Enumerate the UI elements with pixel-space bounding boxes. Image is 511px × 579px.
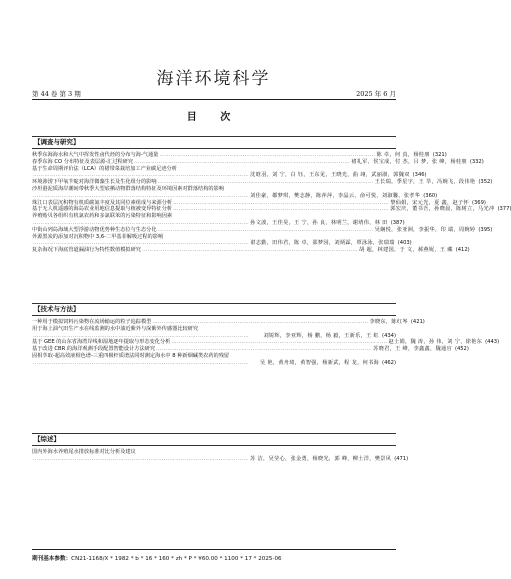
article-title[interactable]: 养殖贻贝各组织有机氯农药和多氯联苯的污染特征和影响因素 xyxy=(32,213,173,220)
article-title[interactable]: 基于生命周期评价法（LCA）的裙带菜栽培加工产业碳足迹分析 xyxy=(32,165,177,172)
toc-entry[interactable] xyxy=(32,165,427,180)
article-authors: 刘锐辉，李亚辉，杨 鹏，杨 毅，王新乐，王 虹 xyxy=(263,332,380,339)
leader-dots: …………………………………………………………………………………………………… xyxy=(173,199,390,206)
article-authors: 苏 洁，吴莹心，张金勇，杨晓光，郭 峰，柳士洋，樊景风 xyxy=(250,455,392,462)
leader-dots: …………………………………………………………………………………………………… xyxy=(171,339,388,346)
header-rule xyxy=(32,99,396,100)
section-heading: 【调查与研究】 xyxy=(32,136,396,149)
leader-dots: …………………………………………………………………………………………………… xyxy=(156,346,373,353)
article-title[interactable]: 珠江口表层沉积物有机质碳氮丰度及其同位素组成与来源分析 xyxy=(32,199,173,206)
article-authors: 吴娴悦，张亚洲，李振华，印 端，周婉婷 xyxy=(374,226,476,233)
leader-dots: …………………………………………………………………………………………………… xyxy=(33,455,250,462)
toc-entry[interactable] xyxy=(32,185,438,200)
page-number: (346) xyxy=(412,172,427,179)
leader-dots: …………………………………………………………………………………………………… xyxy=(33,172,250,179)
article-authors: 郭宏庆，董书吾，孙晓晨，陈树立，马光冲 xyxy=(390,206,495,213)
article-authors: 黎仙娟，宋元光，夏 鑫，赵子怀 xyxy=(390,199,469,206)
page-number: (403) xyxy=(397,240,412,247)
article-authors: 王长瑞，季星宇，王 莘，冯婉飞，段伟艳 xyxy=(374,179,476,186)
article-title[interactable]: 基于无人机遥感的海岛农业用地信息提取与植被变异特征分析 xyxy=(32,206,173,213)
toc-section xyxy=(32,303,500,367)
toc-entry[interactable] xyxy=(32,319,425,326)
article-title[interactable]: 国内外海水养殖尾水排放标准对比分析及建议 xyxy=(32,449,136,455)
parameters-label: 期刊基本参数： xyxy=(32,556,72,562)
leader-dots: …………………………………………………………………………………………………… xyxy=(33,219,250,226)
page-number: (452) xyxy=(454,346,469,353)
article-title[interactable]: 中街山列岛海域大型浮游动物优势种生态位与生态分化 xyxy=(32,226,157,233)
leader-dots: …………………………………………………………………………………………………… xyxy=(157,226,374,233)
article-title[interactable]: 春季东海 CO 分布特征及表层源-汇过程研究 xyxy=(32,158,134,165)
page-number: (421) xyxy=(410,319,425,325)
issue-date: 2025 年 6 月 xyxy=(356,90,396,98)
parameters-text: CN21-1168/X * 1982 * b * 16 * 160 * zh * P * ¥60.00 * 1100 * 17 * 2025-06 xyxy=(71,556,282,562)
toc-entry[interactable] xyxy=(32,152,447,159)
page-number: (360) xyxy=(423,192,438,199)
toc-entry[interactable] xyxy=(32,449,409,463)
toc-entry[interactable] xyxy=(32,213,405,227)
toc-entry[interactable] xyxy=(32,326,396,340)
footer-rule xyxy=(32,549,396,550)
article-authors: 陈 卓，何 真，杨桂朋 xyxy=(376,152,430,158)
toc-title: 目 次 xyxy=(186,112,241,123)
page-number: (471) xyxy=(394,455,409,462)
page-number: (412) xyxy=(455,247,470,254)
leader-dots: …………………………………………………………………………………………………… xyxy=(33,359,250,366)
issue-line xyxy=(32,89,396,98)
article-authors: 苏晓君，王 峰，李鑫鑫，魏通官 xyxy=(373,346,452,353)
article-title[interactable]: 外源黑炭的添加对沉积物中 3,6-二甲基菲解吸过程的影响 xyxy=(32,233,164,240)
page-number: (387) xyxy=(390,219,405,226)
toc-section xyxy=(32,433,409,463)
leader-dots: …………………………………………………………………………………………………… xyxy=(33,332,250,339)
page-number: (434) xyxy=(382,332,396,339)
leader-dots: …………………………………………………………………………………………………… xyxy=(157,179,374,186)
article-title[interactable]: 复杂海况下海底管道漏油行为特性数值模拟研究 xyxy=(32,247,141,254)
toc-entry[interactable] xyxy=(32,247,470,254)
leader-dots: …………………………………………………………………………………………………… xyxy=(173,206,390,213)
page-number: (462) xyxy=(382,359,396,366)
page-number: (395) xyxy=(478,226,493,233)
article-authors: 孙文波，王佳昊，王 宁，孙 良，林明兰，谢靖伟，林 田 xyxy=(250,219,388,226)
toc-entry[interactable] xyxy=(32,179,493,186)
article-authors: 沈晗羽，刘 宁，白 钰，王东见，王晓光，曲 翊，武丽淑，郭魏双 xyxy=(250,172,410,179)
page-number: (321) xyxy=(432,152,447,158)
page-number: (369) xyxy=(471,199,486,206)
toc-entry[interactable] xyxy=(32,346,469,353)
page-number: (332) xyxy=(469,158,484,165)
article-authors: 胡 超，林建国，于 文，郝燕妮，王 藏 xyxy=(359,247,453,254)
article-title[interactable]: 沙坦港泥质海岸潮间带秋季大型底栖动物群落结构特征及环境因素对群落结构的影响 xyxy=(32,185,224,192)
toc-entry[interactable] xyxy=(32,233,412,248)
journal-parameters xyxy=(32,551,396,562)
toc-entry[interactable] xyxy=(32,353,396,367)
article-authors: 李晓东，陈红岑 xyxy=(369,319,408,325)
article-authors: 褚礼军，侯宝成，付 杰，吕 梦，张 峰，杨桂朋 xyxy=(351,158,467,165)
leader-dots: …………………………………………………………………………………………………… xyxy=(33,192,250,199)
article-authors: 赵士娟，魏 涛，孙 伟，刘 宁，徐艳东 xyxy=(388,339,483,346)
leader-dots: …………………………………………………………………………………………………… xyxy=(152,319,369,325)
page-number: (377) xyxy=(497,206,511,213)
toc-section xyxy=(32,136,511,254)
article-title[interactable]: 一种用于模拟饲料污染物在流场输运的粒子追踪模型 xyxy=(32,319,152,325)
leader-dots: …………………………………………………………………………………………………… xyxy=(33,240,250,247)
volume-number: 第 44 卷 第 3 期 xyxy=(32,90,81,98)
toc-entry[interactable] xyxy=(32,158,484,166)
toc-entry[interactable] xyxy=(32,226,493,234)
article-title[interactable]: 基于改进 CBR 的海洋观测手段配置智能设计方法研究 xyxy=(32,346,156,353)
article-title[interactable]: 秋季东海海水和大气中挥发性卤代烃的分布与海-气通量 xyxy=(32,152,159,158)
leader-dots: …………………………………………………………………………………………………… xyxy=(134,158,351,165)
article-title[interactable]: 环境渗涝下甲氧苄啶对海洋微藻生长及生化组分的影响 xyxy=(32,179,157,186)
article-authors: 刘佳豪，都梦琪，樊志静，陈萍萍，李晶云，俞可悦，刘淑馨，张孝华 xyxy=(250,192,421,199)
page-number: (443) xyxy=(485,339,500,346)
journal-title: 海洋环境科学 xyxy=(156,69,271,89)
leader-dots: …………………………………………………………………………………………………… xyxy=(141,247,359,254)
article-title[interactable]: 固相萃取-超高效液相色谱-三重四极杆质谱法同时测定海水中 8 种新烟碱类农药的残留 xyxy=(32,352,230,359)
leader-dots: …………………………………………………………………………………………………… xyxy=(159,152,376,158)
article-authors: 吴 艳，黄舟琦，黄智强，杨新武，程 龙，何书海 xyxy=(259,359,380,366)
section-heading: 【技术与方法】 xyxy=(32,303,396,316)
page-number: (352) xyxy=(478,179,493,186)
article-title[interactable]: 用于海上油气田生产水在线监测的水中油近紫外与深紫外传感器比较研究 xyxy=(32,325,199,332)
article-title[interactable]: 基于 GEE 的山东省海湾岸线和湿地逐年提取与形态变化分析 xyxy=(32,339,171,346)
article-authors: 谌志勤，田伟君，陈 卓，邵梦园，刘炳霖，覃泳泳，张瑞瑞 xyxy=(250,240,395,247)
section-heading: 【综述】 xyxy=(32,433,396,446)
